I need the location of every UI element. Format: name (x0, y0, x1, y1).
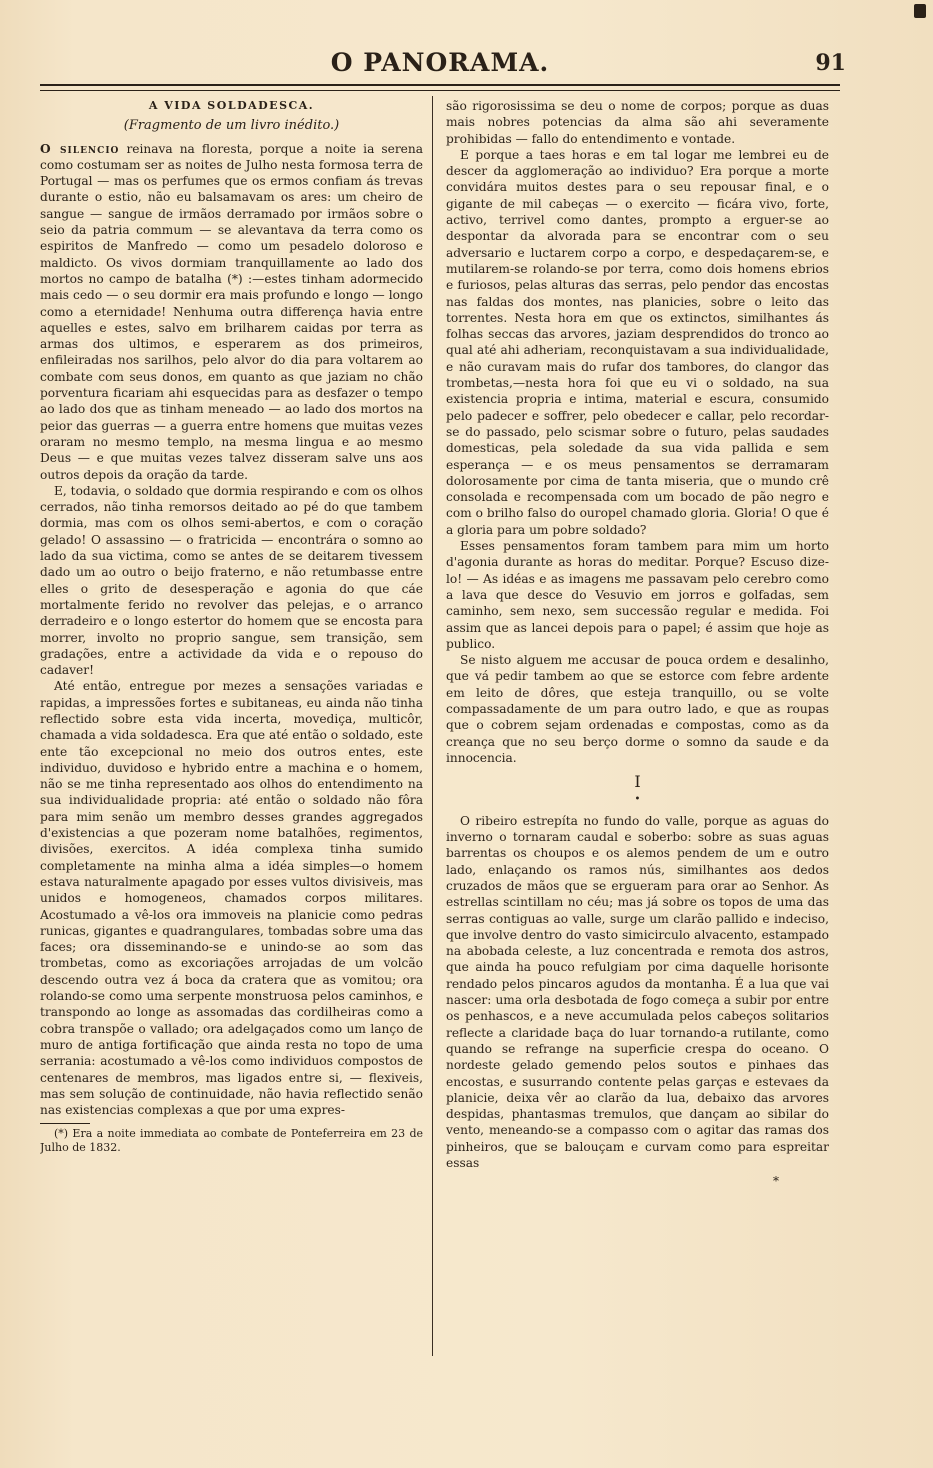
column-divider (432, 96, 433, 1356)
article-title: A VIDA SOLDADESCA. (148, 99, 315, 112)
paragraph: Até então, entregue por mezes a sensações variadas e rapidas, a impressões fortes e subitaneas, eu ainda não tinha reflectido sobre esta vida incerta, movediça, multicôr, chamada a vida soldadesca. Era que até então o soldado, este ente tão excepcional no meio dos outros entes, este individuo, duvidoso e hybrido entre a machina e o homem, não se me tinha representado aos olhos do entendimento na sua individualidade propria: até então o soldado não fôra para mim senão um membro desses grandes aggregados d'existencias a que pozeram nome batalhões, regimentos, divisões, exercitos. A idéa complexa tinha sumido completamente na minha alma a idéa simples—o homem estava naturalmente apagado por esses vultos divisiveis, mas unidos e homogeneos, chamados corpos militares. Acostumado a vê-los ora immoveis na planicie como pedras runicas, gigantes e quadrangulares, tombadas sobre uma das faces; ora disseminando-se e unindo-se ao som das trombetas, como as excoriações arrojadas de um volcão descendo outra vez á boca da cratera que as vomitou; ora rolando-se como uma serpente monstruosa pelos caminhos, e transpondo ao longe as assomadas das cordilheiras como a cobra transpõe o vallado; ora adelgaçados como um lanço de muro de antiga fortificação que ainda resta no topo de uma serrania: acostumado a vê-los como individuos compostos de centenares de membros, mas ligados entre si, — flexiveis, mas sem solução de continuidade, não havia reflectido senão nas existencias complexas a que por uma expres- (40, 679, 423, 1118)
paragraph (40, 141, 423, 483)
paragraph-text: reinava na floresta, porque a noite ia serena como costumam ser as noites de Julho nesta formosa terra de Portugal — mas os perfumes que os ermos confiam ás trevas durante o estio, não eu balsamavam os ares: um cheiro de sangue — sangue de irmãos derramado por irmãos sobre o seio da patria commum — se alevantava da terra como os espiritos de Manfredo — como um pesadelo doloroso e maldicto. Os vivos dormiam tranquillamente ao lado dos mortos no campo de batalha (*) :—estes tinham adormecido mais cedo — o seu dormir era mais profundo e longo — longo como a eternidade! Nenhuma outra differença havia entre aquelles e estes, salvo em brilharem caidas por terra as armas dos ultimos, e esperarem as dos primeiros, enfileiradas nos sarilhos, pelo alvor do dia para voltarem ao combate com seus donos, em quanto as que jaziam no chão porventura ficariam ahi esquecidas para as desfazer o tempo ao lado dos que as tinham meneado — ao lado dos mortos na peior das guerras — a guerra entre homens que muitas vezes oraram no mesmo templo, na mesma lingua e ao mesmo Deus — e que muitas vezes talvez disseram salve uns aos outros depois da oração da tarde. (40, 141, 423, 482)
header-rule (40, 84, 840, 91)
paragraph: O ribeiro estrepíta no fundo do valle, porque as aguas do inverno o tornaram caudal e soberbo: sobre as suas aguas barrentas os choupos e os alemos pendem de um e outro lado, enlaçando os ramos nús, similhantes aos dedos cruzados de mãos que se ergueram para orar ao Senhor. As estrellas scintillam no céu; mas já sobre os topos de uma das serras contiguas ao valle, surge um clarão pallido e indeciso, que involve dentro do vasto simicirculo alvacento, estampado na abobada celeste, a luz concentrada e remota dos astros, que ainda ha pouco refulgiam por cima daquelle horisonte rendado pelos pincaros agudos da montanha. É a lua que vai nascer: uma orla desbotada de fogo começa a subir por entre os penhascos, e a neve accumulada pelos cabeços solitarios reflecte a claridade baça do luar tornando-a rutilante, como quando se refrange na superficie crespa do oceano. O nordeste gelado gemendo pelos soutos e pinhaes das encostas, e susurrando contente pelas garças e estevaes da planicie, deixa vêr ao clarão da lua, debaixo das arvores despidas, phantasmas tremulos, que dançam ao sibilar do vento, meneando-se a compasso com o agitar das ramas dos pinheiros, que se balouçam e curvam como para espreitar essas (446, 813, 829, 1170)
section-number: I (634, 772, 641, 792)
page-header (40, 48, 846, 80)
section-ornament: • (634, 794, 641, 806)
page-number: 91 (815, 50, 846, 76)
journal-title: O PANORAMA. (330, 48, 550, 77)
paragraph: Esses pensamentos foram tambem para mim um horto d'agonia durante as horas do meditar. Porque? Escuso dize-lo! — As idéas e as imagens me passavam pelo cerebro como a lava que desce do Vesuvio em jorros e golfadas, sem caminho, sem nexo, sem successão regular e medida. Foi assim que as lancei depois para o papel; é assim que hoje as publico. (446, 539, 829, 651)
footnote: (*) Era a noite immediata ao combate de Ponteferreira em 23 de Julho de 1832. (40, 1127, 423, 1155)
corner-ink-mark (914, 4, 926, 18)
paragraph: E porque a taes horas e em tal logar me lembrei eu de descer da agglomeração ao individuo? Era porque a morte convidára muitos destes para o seu repousar final, e o gigante de mil cabeças — o exercito — ficára vivo, forte, activo, terrivel como dantes, prompto a erguer-se ao despontar da alvorada para se encontrar com o seu adversario e luctarem corpo a corpo, e despedaçarem-se, e mutilarem-se rolando-se por terra, como dois homens ebrios e furiosos, pelas alturas das serras, pelo pendor das encostas nas faldas dos montes, nas planicies, sobre o leito das torrentes. Nesta hora em que os extinctos, similhantes ás folhas seccas das arvores, jaziam desprendidos do tronco ao qual até ahi adheriam, reconquistavam a sua individualidade, e não curavam mais do rufar dos tambores, do clangor das trombetas,—nesta hora foi que eu vi o soldado, na sua existencia propria e intima, material e escura, consumido pelo padecer e soffrer, pelo obedecer e callar, pelo recordar-se do passado, pelo scismar sobre o futuro, pelas saudades domesticas, pela soledade da sua vida pallida e sem esperança — e os meus pensamentos se derramaram dolorosamente por cima de tanta miseria, que o mundo crê consolada e recompensada com um bocado de pão negro e com o brilho falso do ouropel chamado gloria. Gloria! O que é a gloria para um pobre soldado? (446, 147, 829, 537)
right-column (446, 98, 829, 1348)
article-subtitle: (Fragmento de um livro inédito.) (123, 118, 340, 134)
end-mark: * (773, 1174, 779, 1189)
paragraph: E, todavia, o soldado que dormia respirando e com os olhos cerrados, não tinha remorsos deitado ao pé do que tambem dormia, mas com os olhos semi-abertos, e com o coração gelado! O assassino — o fratricida — encontrára o somno ao lado da sua victima, como se antes de se deitarem tivessem dado um ao outro o beijo fraterno, e não retumbasse entre elles o grito de desesperação e agonia do que cáe mortalmente ferido no revolver das pelejas, e o arranco derradeiro e o longo estertor do homem que se encosta para morrer, involto no proprio sangue, sem transição, sem gradações, entre a actividade da vida e o repouso do cadaver! (40, 483, 423, 678)
drop-word: O silencio (40, 141, 120, 156)
left-column (40, 98, 423, 1348)
paragraph: Se nisto alguem me accusar de pouca ordem e desalinho, que vá pedir tambem ao que se estorce com febre ardente em leito de dôres, que esteja tranquillo, ou se volte compassadamente de um para outro lado, e que as roupas que o cobrem sejam ordenadas e compostas, como as da creança que no seu berço dorme o somno da saude e da innocencia. (446, 653, 829, 765)
paragraph: são rigorosissima se deu o nome de corpos; porque as duas mais nobres potencias da alma são ahi severamente prohibidas — fallo do entendimento e vontade. (446, 99, 829, 146)
footnote-rule (40, 1123, 90, 1124)
